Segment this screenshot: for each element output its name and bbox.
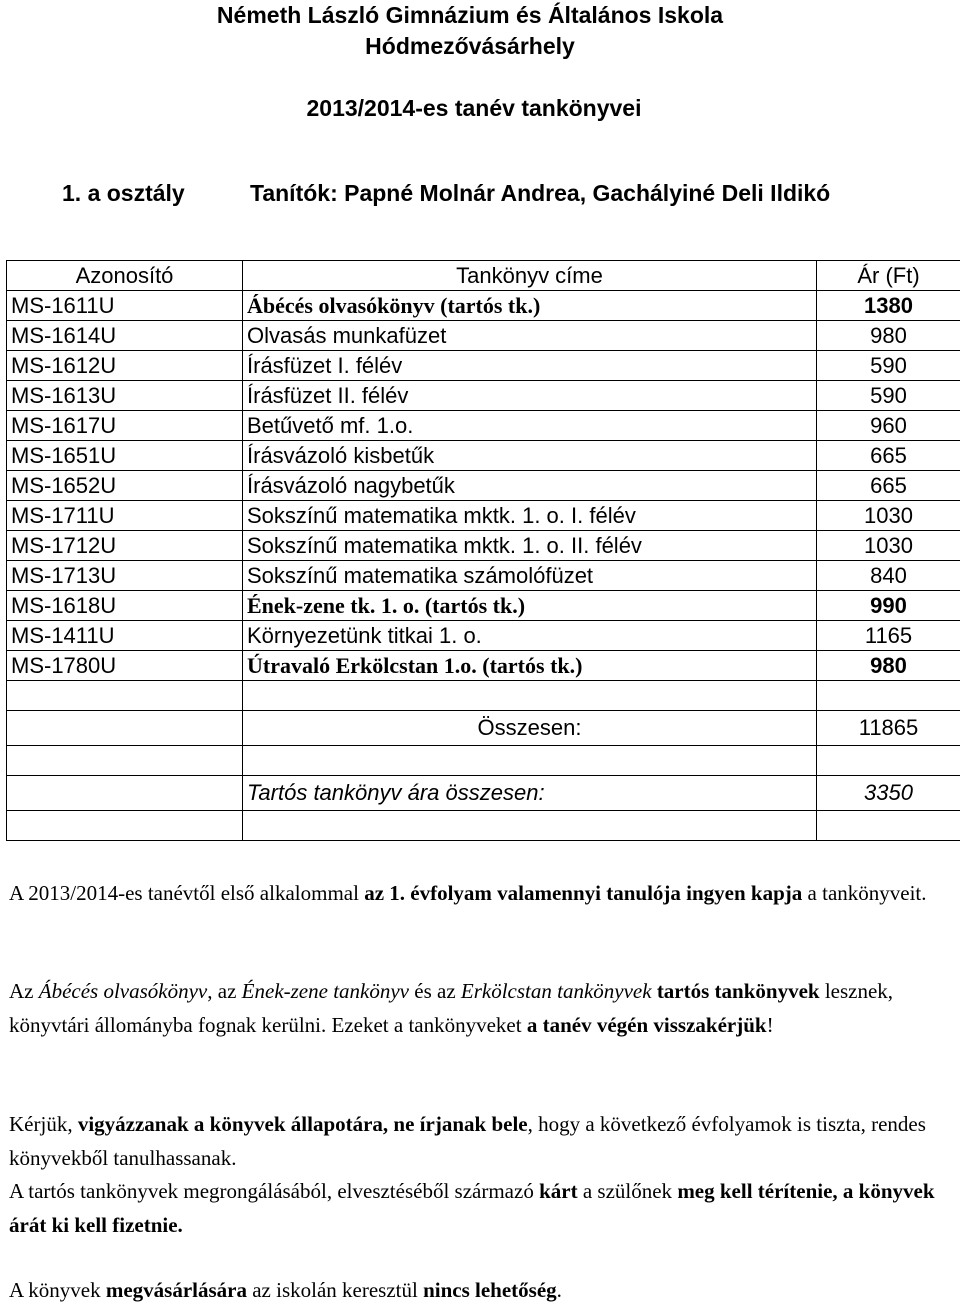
book-code: MS-1713U xyxy=(7,561,243,591)
book-code: MS-1614U xyxy=(7,321,243,351)
table-row xyxy=(7,501,960,531)
book-title: Útravaló Erkölcstan 1.o. (tartós tk.) xyxy=(243,651,817,681)
durable-total-label: Tartós tankönyv ára összesen: xyxy=(243,776,817,811)
class-teachers: Tanítók: Papné Molnár Andrea, Gachályiné Deli Ildikó xyxy=(250,180,831,206)
note-text: ! xyxy=(766,1013,774,1037)
empty-row xyxy=(7,811,960,841)
column-header-id: Azonosító xyxy=(7,261,243,291)
table-row xyxy=(7,621,960,651)
note-text: A könyvek xyxy=(9,1278,106,1302)
note-emphasis: nincs lehetőség xyxy=(423,1278,557,1302)
table-row xyxy=(7,411,960,441)
note-durable-books xyxy=(9,974,949,1042)
table-row xyxy=(7,351,960,381)
table-row xyxy=(7,441,960,471)
book-title: Ének-zene tk. 1. o. (tartós tk.) xyxy=(243,591,817,621)
book-title: Írásfüzet I. félév xyxy=(243,351,817,381)
note-text: Az xyxy=(9,979,39,1003)
note-free-textbooks xyxy=(9,876,949,910)
durable-total-value: 3350 xyxy=(817,776,960,811)
empty-row xyxy=(7,746,960,776)
column-header-title: Tankönyv címe xyxy=(243,261,817,291)
note-book-name: Ábécés olvasókönyv xyxy=(38,979,208,1003)
total-value: 11865 xyxy=(817,711,960,746)
book-price: 1380 xyxy=(817,291,960,321)
class-name: 1. a osztály xyxy=(62,180,185,206)
book-code: MS-1617U xyxy=(7,411,243,441)
note-emphasis: tartós tankönyvek xyxy=(651,979,820,1003)
total-label: Összesen: xyxy=(243,711,817,746)
book-price: 840 xyxy=(817,561,960,591)
note-text: . xyxy=(556,1278,562,1302)
note-text: A 2013/2014-es tanévtől első alkalommal xyxy=(9,881,365,905)
book-price: 980 xyxy=(817,321,960,351)
table-row xyxy=(7,561,960,591)
book-price: 590 xyxy=(817,381,960,411)
table-row xyxy=(7,381,960,411)
book-code: MS-1618U xyxy=(7,591,243,621)
school-name: Németh László Gimnázium és Általános Iskola xyxy=(216,2,724,28)
book-price: 1030 xyxy=(817,501,960,531)
table-row xyxy=(7,291,960,321)
book-title: Betűvető mf. 1.o. xyxy=(243,411,817,441)
book-code: MS-1411U xyxy=(7,621,243,651)
durable-total-row xyxy=(7,776,960,811)
book-price: 1030 xyxy=(817,531,960,561)
empty-cell xyxy=(7,681,243,711)
note-purchase xyxy=(9,1273,949,1307)
book-code: MS-1711U xyxy=(7,501,243,531)
book-price: 960 xyxy=(817,411,960,441)
table-row xyxy=(7,321,960,351)
note-emphasis: megvásárlására xyxy=(105,1278,247,1302)
note-emphasis: meg kell térítenie, a könyvek árát ki kell fizetnie. xyxy=(9,1179,935,1237)
note-text: lesznek, könyvtári állományba fognak kerülni. Ezeket a tankönyveket xyxy=(9,979,894,1037)
book-price: 665 xyxy=(817,441,960,471)
empty-cell xyxy=(817,681,960,711)
book-title: Környezetünk titkai 1. o. xyxy=(243,621,817,651)
book-price: 980 xyxy=(817,651,960,681)
book-code: MS-1612U xyxy=(7,351,243,381)
book-code: MS-1652U xyxy=(7,471,243,501)
note-care xyxy=(9,1107,949,1175)
empty-cell xyxy=(243,681,817,711)
table-row xyxy=(7,531,960,561)
book-title: Írásfüzet II. félév xyxy=(243,381,817,411)
table-row xyxy=(7,651,960,681)
book-title: Ábécés olvasókönyv (tartós tk.) xyxy=(243,291,817,321)
city-name: Hódmezővásárhely xyxy=(365,33,575,59)
book-price: 990 xyxy=(817,591,960,621)
book-price: 1165 xyxy=(817,621,960,651)
book-title: Sokszínű matematika mktk. 1. o. I. félév xyxy=(243,501,817,531)
book-title: Írásvázoló nagybetűk xyxy=(243,471,817,501)
book-price: 665 xyxy=(817,471,960,501)
column-header-price: Ár (Ft) xyxy=(817,261,960,291)
note-book-name: Erkölcstan tankönyvek xyxy=(460,979,652,1003)
note-emphasis: kárt xyxy=(539,1179,578,1203)
note-text: és az xyxy=(409,979,461,1003)
book-code: MS-1780U xyxy=(7,651,243,681)
empty-cell xyxy=(817,746,960,776)
total-row xyxy=(7,711,960,746)
table-row xyxy=(7,591,960,621)
empty-cell xyxy=(7,776,243,811)
note-text: a szülőnek xyxy=(577,1179,678,1203)
book-code: MS-1613U xyxy=(7,381,243,411)
book-title: Sokszínű matematika mktk. 1. o. II. félév xyxy=(243,531,817,561)
empty-cell xyxy=(243,811,817,841)
empty-cell xyxy=(7,811,243,841)
note-text: az iskolán keresztül xyxy=(246,1278,424,1302)
book-code: MS-1712U xyxy=(7,531,243,561)
textbook-table xyxy=(6,260,960,841)
table-header-row xyxy=(7,261,960,291)
note-text: , az xyxy=(207,979,242,1003)
empty-row xyxy=(7,681,960,711)
note-emphasis: az 1. évfolyam valamennyi tanulója ingyen kapja xyxy=(364,881,803,905)
note-damage xyxy=(9,1174,949,1242)
note-text: , hogy a következő évfolyamok is tiszta, rendes könyvekből tanulhassanak. xyxy=(9,1112,926,1170)
document-title: 2013/2014-es tanév tankönyvei xyxy=(306,95,642,121)
note-text: A tartós tankönyvek megrongálásából, elvesztéséből származó xyxy=(9,1179,540,1203)
note-text: Kérjük, xyxy=(9,1112,78,1136)
book-title: Olvasás munkafüzet xyxy=(243,321,817,351)
empty-cell xyxy=(7,746,243,776)
table-row xyxy=(7,471,960,501)
book-code: MS-1611U xyxy=(7,291,243,321)
book-price: 590 xyxy=(817,351,960,381)
note-text: a tankönyveit. xyxy=(802,881,927,905)
note-emphasis: a tanév végén visszakérjük xyxy=(526,1013,767,1037)
empty-cell xyxy=(243,746,817,776)
empty-cell xyxy=(817,811,960,841)
note-book-name: Ének-zene tankönyv xyxy=(241,979,409,1003)
empty-cell xyxy=(7,711,243,746)
book-title: Írásvázoló kisbetűk xyxy=(243,441,817,471)
note-emphasis: vigyázzanak a könyvek állapotára, ne írjanak bele xyxy=(77,1112,528,1136)
book-title: Sokszínű matematika számolófüzet xyxy=(243,561,817,591)
book-code: MS-1651U xyxy=(7,441,243,471)
